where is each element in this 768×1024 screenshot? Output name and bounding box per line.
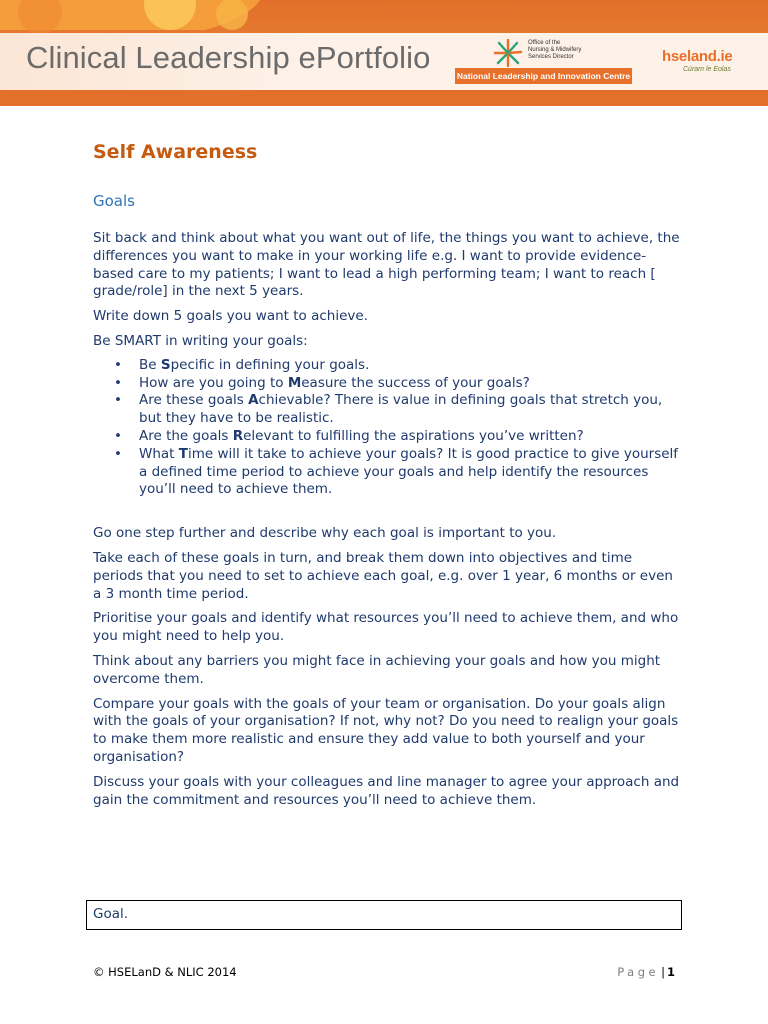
onmsd-logo: [455, 37, 632, 85]
smart-text: Are these goals: [139, 392, 249, 409]
smart-text: easure the success of your goals?: [301, 374, 530, 391]
smart-letter: S: [160, 356, 171, 373]
office-logo-line: Office of the: [528, 40, 561, 46]
page-label: Page: [617, 965, 660, 979]
banner-title: Clinical Leadership ePortfolio: [26, 40, 431, 75]
goal-input-box[interactable]: [86, 900, 682, 930]
list-item: [114, 392, 683, 428]
smart-text: ime will it take to achieve your goals? It is good practice to give yourself a defined time period to achieve your goals and help identify the resources you’ll need to achieve them.: [139, 445, 679, 498]
smart-text: Be: [139, 356, 161, 373]
page-separator: |: [661, 965, 665, 979]
body-paragraph: Compare your goals with the goals of your team or organisation. Do your goals align with the goals of your organisation? If not, why not? Do you need to realign your goals to make them more realistic and ensure they add value to both yourself and your organisation?: [93, 695, 679, 765]
body-paragraph: Prioritise your goals and identify what resources you’ll need to achieve them, and who you might need to help you.: [93, 610, 679, 645]
list-item: [114, 374, 683, 393]
smart-text: What: [139, 445, 179, 462]
office-logo-line: Nursing & Midwifery: [528, 47, 582, 53]
body-paragraph: Take each of these goals in turn, and break them down into objectives and time periods that you need to set to achieve each goal, e.g. over 1 year, 6 months or even a 3 month time period.: [93, 549, 673, 602]
goal-label: Goal.: [93, 906, 129, 922]
page-content: [93, 140, 683, 809]
smart-letter: T: [178, 445, 188, 462]
bullet-icon: •: [114, 356, 122, 373]
smart-list: [93, 357, 683, 499]
sunburst-icon: [493, 38, 523, 68]
section-heading: Goals: [93, 192, 135, 210]
body-paragraph: Discuss your goals with your colleagues and line manager to agree your approach and gain the commitment and resources you’ll need to achieve them.: [93, 773, 680, 808]
list-item: [114, 445, 683, 499]
bullet-icon: •: [114, 427, 122, 444]
be-smart-paragraph: Be SMART in writing your goals:: [93, 332, 308, 349]
bullet-icon: •: [114, 392, 122, 409]
intro-paragraph: Sit back and think about what you want out of life, the things you want to achieve, the differences you want to make in your working life e.g. I want to provide evidence-based care to my patients; I want to lead a high performing team; I want to reach [ grade/role] in the next 5 years.: [93, 230, 680, 300]
smart-text: pecific in defining your goals.: [170, 356, 370, 373]
page-title: Self Awareness: [93, 141, 258, 163]
header-banner: [0, 0, 768, 106]
smart-text: Are the goals: [139, 427, 233, 444]
bullet-icon: •: [114, 445, 122, 462]
hseland-tagline: Cúram le Eolas: [683, 66, 731, 73]
bullet-icon: •: [114, 374, 122, 391]
footer-copyright: © HSELanD & NLIC 2014: [93, 965, 237, 979]
smart-text: chievable? There is value in defining goals that stretch you, but they have to be realistic.: [139, 392, 663, 427]
list-item: [114, 356, 683, 375]
body-paragraph: Think about any barriers you might face in achieving your goals and how you might overcome them.: [93, 652, 661, 687]
nlic-label: National Leadership and Innovation Centre: [455, 68, 632, 84]
office-logo-text: [528, 40, 581, 61]
smart-text: elevant to fulfilling the aspirations you’ve written?: [243, 427, 584, 444]
write-down-paragraph: Write down 5 goals you want to achieve.: [93, 308, 368, 325]
smart-letter: R: [232, 427, 244, 444]
smart-letter: M: [287, 374, 302, 391]
body-paragraph: Go one step further and describe why each goal is important to you.: [93, 525, 557, 542]
hseland-logo: hseland.ie: [662, 48, 733, 65]
list-item: [114, 427, 683, 446]
footer-page-number: [617, 965, 675, 979]
smart-letter: A: [248, 392, 259, 409]
smart-text: How are you going to: [139, 374, 288, 391]
page-number: 1: [666, 965, 675, 979]
office-logo-line: Services Director: [528, 54, 574, 60]
